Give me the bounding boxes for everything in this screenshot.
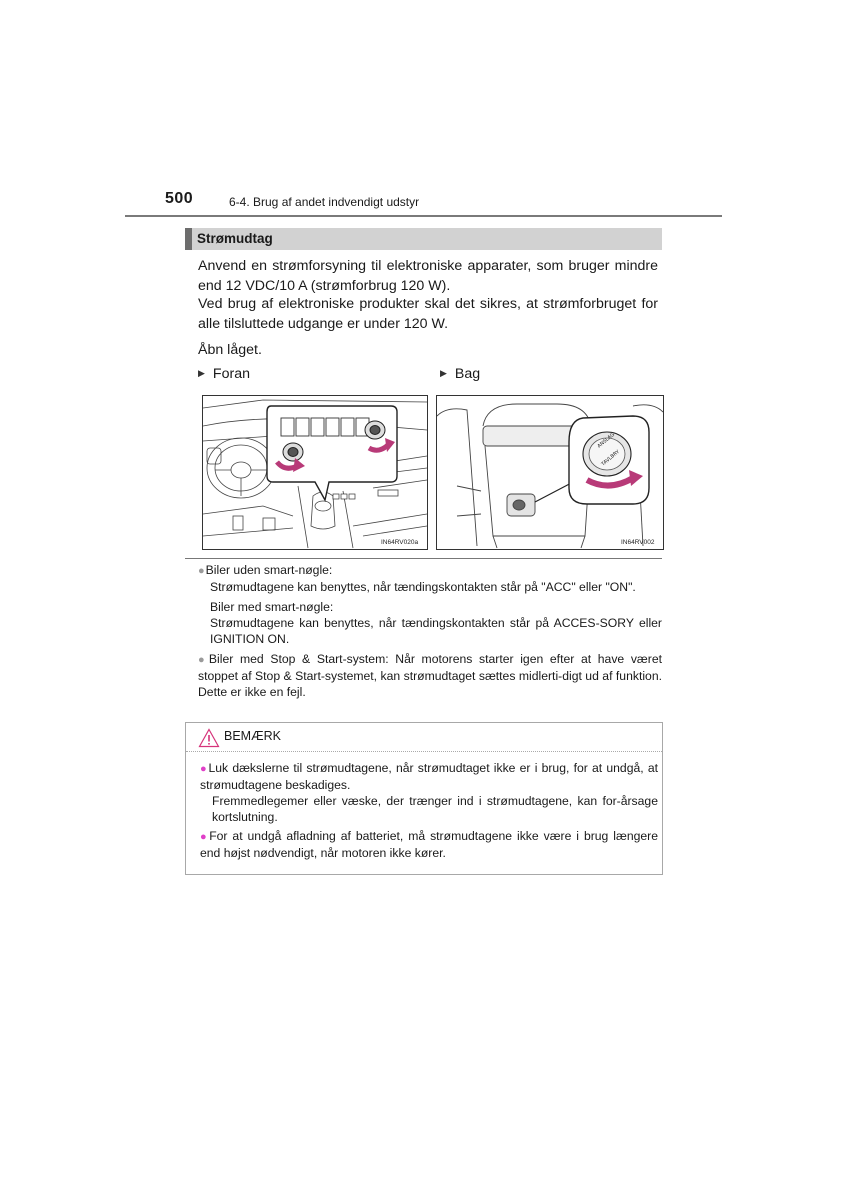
note-no-smart-key-heading: Biler uden smart-nøgle: bbox=[205, 563, 333, 577]
section-accent bbox=[185, 228, 192, 250]
front-figure-code: IN64RV020a bbox=[381, 539, 419, 546]
pink-bullet-icon: ● bbox=[200, 763, 208, 775]
triangle-icon: ▶ bbox=[440, 368, 447, 378]
caution-label: BEMÆRK bbox=[224, 729, 281, 743]
front-label bbox=[198, 366, 250, 382]
caution-separator bbox=[186, 751, 662, 752]
header-divider bbox=[125, 215, 722, 217]
usage-notes bbox=[198, 562, 662, 700]
note-stop-start-text: Biler med Stop & Start-system: Når motorens starter igen efter at have været stoppet af Stop & Start-systemet, kan strømudtaget sættes midlerti-digt ud af funktion. Dette er ikke en fejl. bbox=[198, 652, 662, 699]
rear-console-drawing bbox=[437, 396, 663, 549]
intro-paragraph: Anvend en strømforsyning til elektroniske apparater, som bruger mindre end 12 VDC/10 A (strømforbrug 120 W). bbox=[198, 258, 658, 294]
cap-text-top: ANSLAG bbox=[596, 431, 616, 450]
caution-body bbox=[200, 760, 658, 861]
triangle-icon: ▶ bbox=[198, 368, 205, 378]
rear-outlet-illustration bbox=[436, 395, 664, 550]
note-smart-key bbox=[198, 562, 662, 647]
caution-box bbox=[185, 722, 663, 875]
note-stop-start bbox=[198, 651, 662, 700]
open-lid-instruction: Åbn låget. bbox=[198, 342, 262, 358]
rear-label bbox=[440, 366, 480, 382]
note-no-smart-key-text: Strømudtagene kan benyttes, når tændingskontakten står på "ACC" eller "ON". bbox=[210, 580, 636, 594]
consumption-paragraph: Ved brug af elektroniske produkter skal det sikres, at strømforbruget for alle tilsluttede udgange er under 120 W. bbox=[198, 296, 658, 332]
bullet-icon: ● bbox=[198, 654, 208, 666]
rear-figure-code: IN64RV002 bbox=[621, 539, 655, 546]
cap-text-bottom: TAVLBRY bbox=[600, 449, 621, 468]
rear-label-text: Bag bbox=[454, 366, 481, 382]
notes-divider bbox=[185, 558, 662, 559]
front-label-text: Foran bbox=[212, 366, 250, 382]
caution-covers-text: Luk dækslerne til strømudtagene, når strømudtaget ikke er i brug, for at undgå, at strømudtagene beskadiges. bbox=[200, 761, 658, 792]
pink-bullet-icon: ● bbox=[200, 831, 209, 843]
caution-item-covers bbox=[200, 760, 658, 825]
caution-battery-text: For at undgå afladning af batteriet, må strømudtagene ikke være i brug længere end højst nødvendigt, når motoren ikke kører. bbox=[200, 829, 658, 860]
front-outlet-illustration bbox=[202, 395, 428, 550]
bullet-icon: ● bbox=[198, 565, 205, 577]
chapter-title: 6-4. Brug af andet indvendigt udstyr bbox=[229, 195, 420, 209]
caution-header bbox=[198, 726, 318, 750]
dashboard-drawing bbox=[203, 396, 427, 549]
note-smart-key-text: Strømudtagene kan benyttes, når tændingskontakten står på ACCES-SORY eller IGNITION ON. bbox=[210, 616, 662, 646]
caution-item-battery bbox=[200, 828, 658, 861]
page-number: 500 bbox=[165, 190, 194, 207]
section-heading-bar bbox=[185, 228, 662, 250]
warning-triangle-icon bbox=[198, 728, 220, 748]
note-smart-key-heading: Biler med smart-nøgle: bbox=[210, 600, 334, 614]
caution-foreign-objects-text: Fremmedlegemer eller væske, der trænger ind i strømudtagene, kan for-årsage kortslutning. bbox=[212, 794, 658, 824]
section-title: Strømudtag bbox=[197, 231, 273, 246]
